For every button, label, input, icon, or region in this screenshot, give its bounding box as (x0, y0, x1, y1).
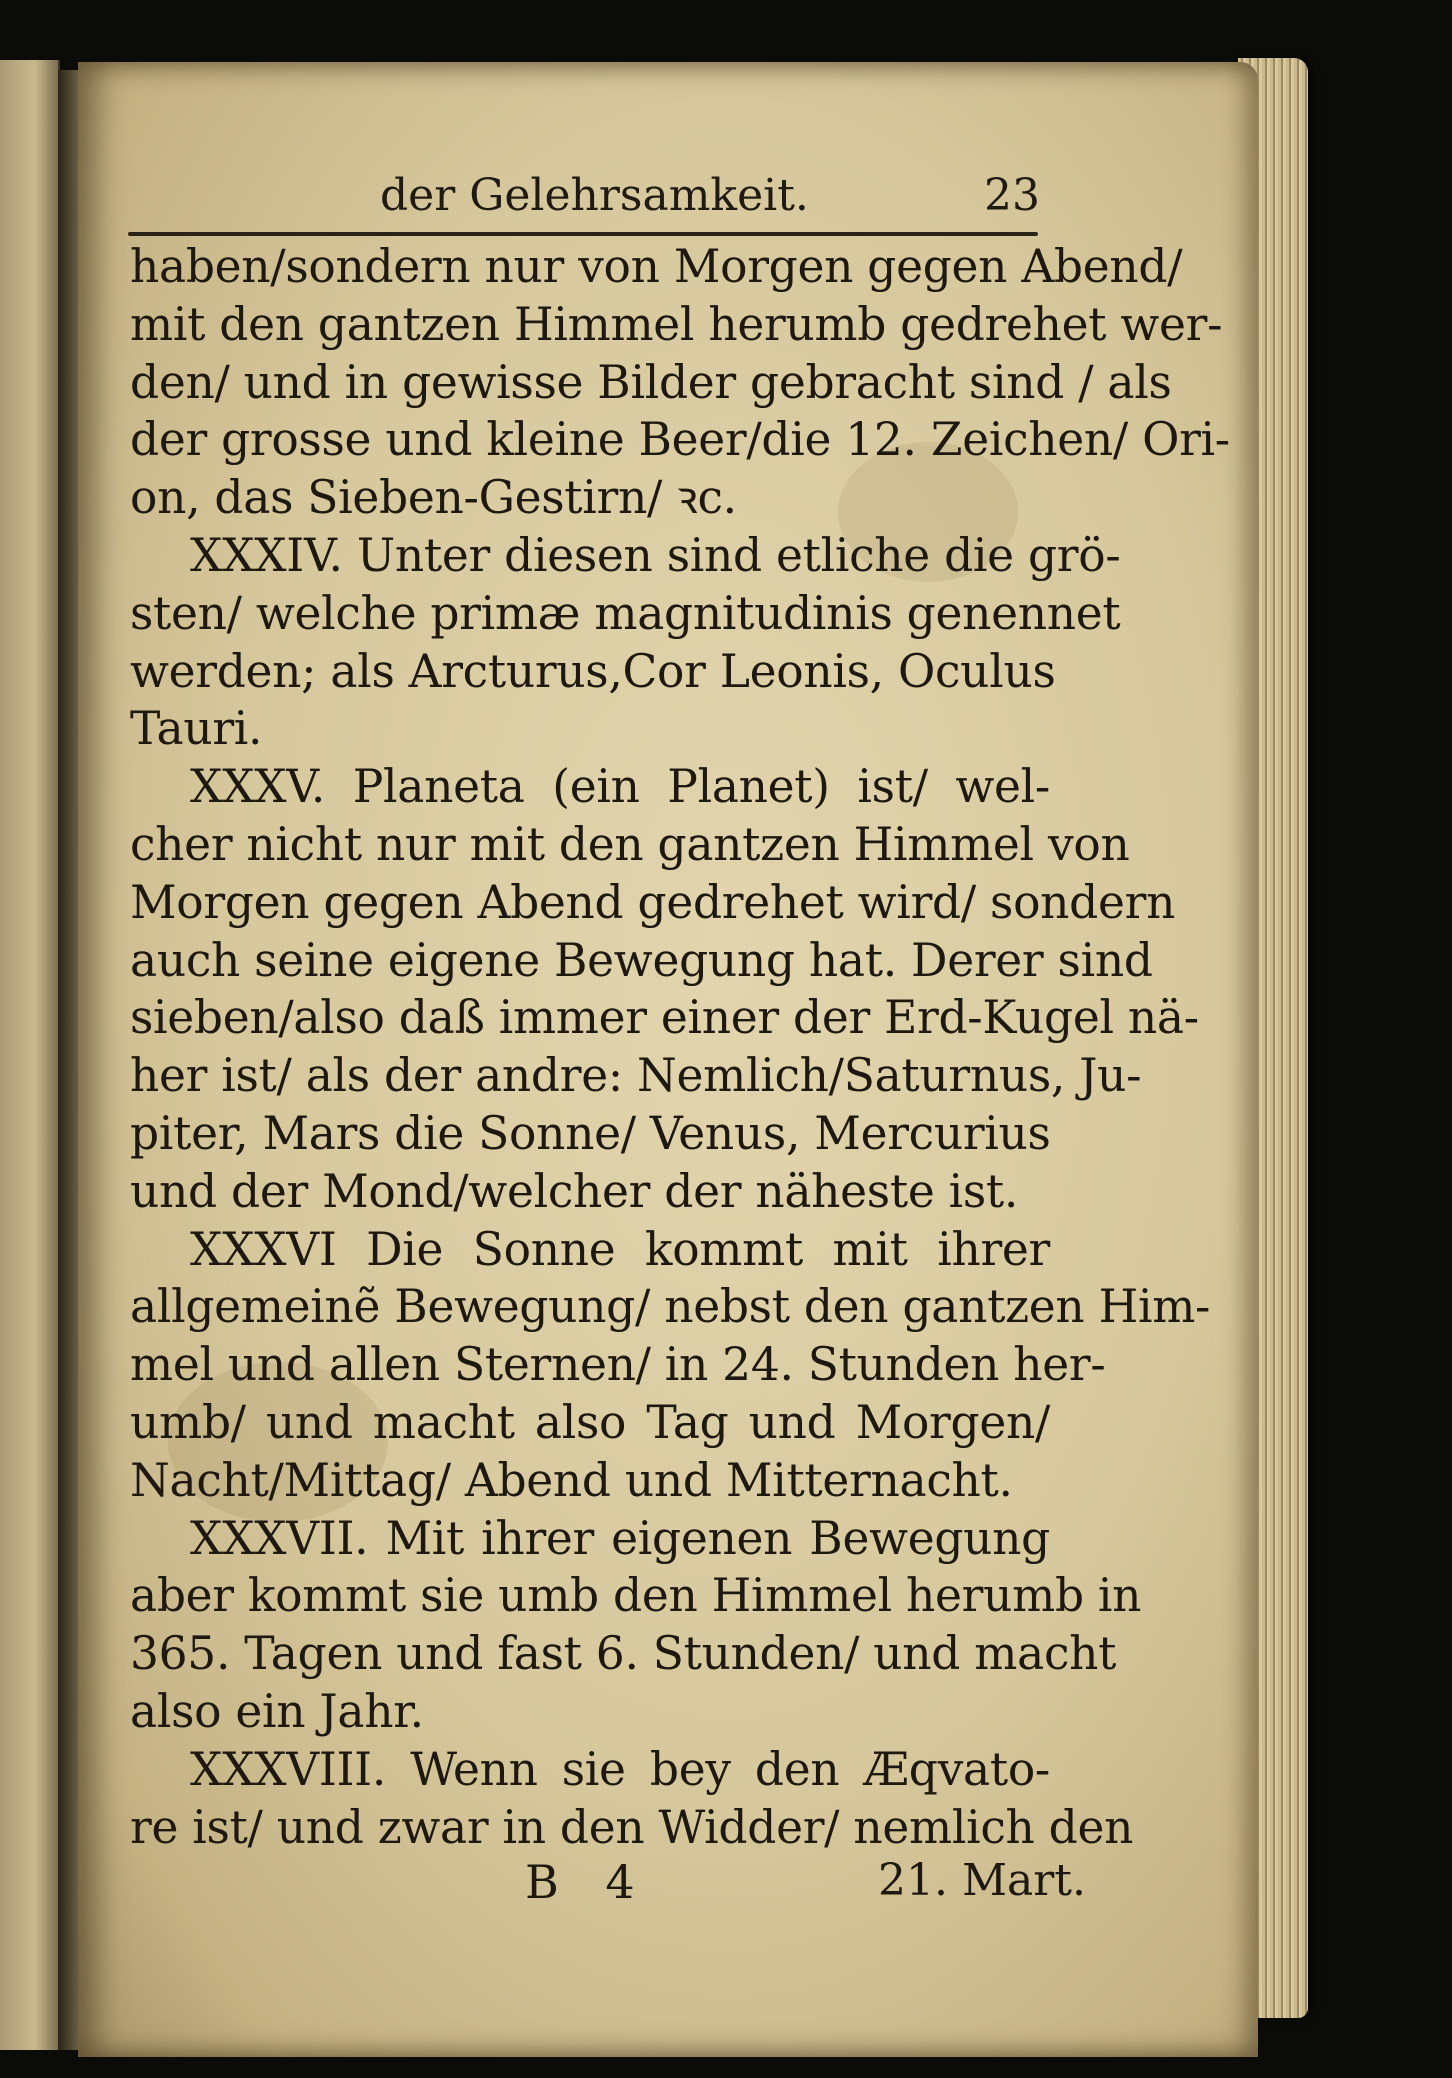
page-body (130, 238, 1230, 1856)
text-line: Nacht/Mittag/ Abend und Mitternacht. (130, 1453, 1013, 1507)
running-head: der Gelehrsamkeit. (380, 170, 809, 221)
text-line: sieben/also daß immer einer der Erd-Kugel nä- (130, 991, 1199, 1045)
facing-page-edge (0, 60, 60, 2050)
text-line: her ist/ als der andre: Nemlich/Saturnus, Ju- (130, 1049, 1142, 1103)
text-line: re ist/ und zwar in den Widder/ nemlich den (130, 1800, 1134, 1854)
text-line: auch seine eigene Bewegung hat. Derer sind (130, 933, 1153, 987)
text-line: also ein Jahr. (130, 1684, 424, 1738)
page-header (380, 170, 1040, 230)
text-line: cher nicht nur mit den gantzen Himmel von (130, 817, 1130, 871)
text-line: Morgen gegen Abend gedrehet wird/ sondern (130, 875, 1176, 929)
header-rule (128, 232, 1038, 236)
text-line: Tauri. (130, 702, 263, 756)
text-line: umb/ und macht also Tag und Morgen/ (130, 1395, 1050, 1449)
catchword: 21. Mart. (878, 1855, 1086, 1906)
gutter-shadow (58, 70, 80, 2050)
text-line: sten/ welche primæ magnitudinis genennet (130, 586, 1121, 640)
text-line: on, das Sieben-Gestirn/ ꝛc. (130, 471, 737, 525)
text-line: werden; als Arcturus,Cor Leonis, Oculus (130, 644, 1056, 698)
signature-mark: B 4 (525, 1855, 651, 1909)
text-line: XXXVII. Mit ihrer eigenen Bewegung (190, 1511, 1050, 1565)
page-number: 23 (984, 170, 1040, 221)
text-line: 365. Tagen und fast 6. Stunden/ und macht (130, 1627, 1117, 1681)
text-line: haben/sondern nur von Morgen gegen Abend/ (130, 240, 1183, 293)
text-line: und der Mond/welcher der näheste ist. (130, 1164, 1019, 1218)
text-line: XXXIV. Unter diesen sind etliche die grö- (190, 528, 1121, 582)
text-line: mel und allen Sternen/ in 24. Stunden her- (130, 1338, 1106, 1392)
text-line: mit den gantzen Himmel herumb gedrehet wer- (130, 297, 1223, 351)
text-line: XXXV. Planeta (ein Planet) ist/ wel- (190, 760, 1050, 814)
text-line: den/ und in gewisse Bilder gebracht sind / als (130, 355, 1172, 409)
text-line: XXXVIII. Wenn sie bey den Æqvato- (190, 1742, 1050, 1796)
text-line: piter, Mars die Sonne/ Venus, Mercurius (130, 1106, 1051, 1160)
text-line: der grosse und kleine Beer/die 12. Zeichen/ Ori- (130, 413, 1230, 467)
text-line: XXXVI Die Sonne kommt mit ihrer (190, 1222, 1050, 1276)
text-line: aber kommt sie umb den Himmel herumb in (130, 1569, 1142, 1623)
text-line: allgemeinẽ Bewegung/ nebst den gantzen Him- (130, 1280, 1211, 1334)
